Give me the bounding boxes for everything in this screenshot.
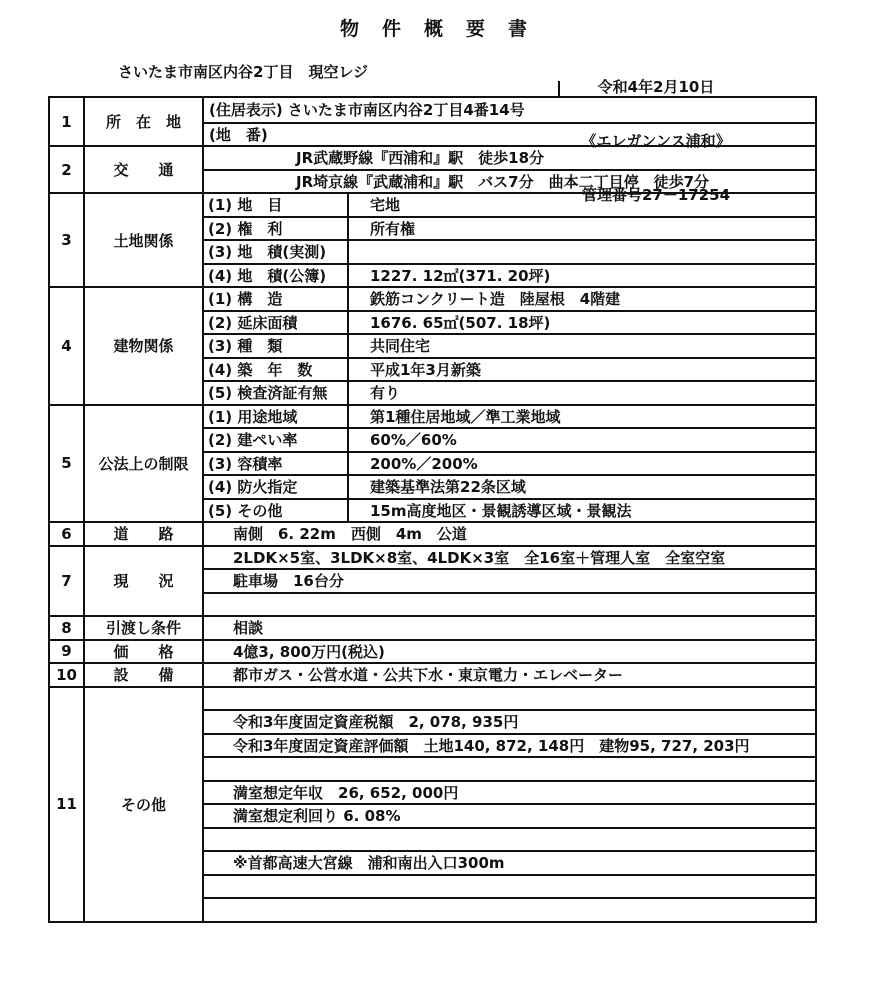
row-label: 道 路 <box>85 523 204 545</box>
item-name: (3) 地 積(実測) <box>204 241 349 263</box>
row-label: 土地関係 <box>85 194 204 286</box>
item-name: (2) 延床面積 <box>204 312 349 334</box>
row-current-status <box>50 545 815 616</box>
row-number: 5 <box>50 406 85 522</box>
row-label: 交 通 <box>85 147 204 192</box>
row-label: 価 格 <box>85 641 204 663</box>
line-empty <box>204 688 815 710</box>
item-name: (5) 検査済証有無 <box>204 382 349 404</box>
line-transport-2: JR埼京線『武蔵浦和』駅 バス7分 曲本二丁目停 徒歩7分 <box>204 169 815 193</box>
row-number: 7 <box>50 547 85 616</box>
item-other-restrictions <box>204 498 815 522</box>
item-value: 200%／200% <box>370 454 478 473</box>
item-name: (2) 権 利 <box>204 218 349 240</box>
item-name: (1) 構 造 <box>204 288 349 310</box>
row-content <box>204 547 815 616</box>
item-value: 宅地 <box>370 196 401 215</box>
item-value: 有り <box>370 384 401 403</box>
item-building-age <box>204 357 815 381</box>
row-handover-conditions <box>50 615 815 639</box>
row-legal-restrictions <box>50 404 815 522</box>
line-units: 2LDK×5室、3LDK×8室、4LDK×3室 全16室＋管理人室 全室空室 <box>233 548 726 567</box>
line-parking: 駐車場 16台分 <box>204 568 815 592</box>
item-name: (1) 地 目 <box>204 194 349 216</box>
row-number: 8 <box>50 617 85 639</box>
item-floor-area <box>204 310 815 334</box>
row-content <box>204 288 815 404</box>
line-assessed-value: 令和3年度固定資産評価額 土地140, 872, 148円 建物95, 727, 203円 <box>204 733 815 757</box>
row-content <box>204 147 815 192</box>
control-number: 管理番号27－17254 <box>581 186 731 204</box>
row-label: 公法上の制限 <box>85 406 204 522</box>
row-number: 6 <box>50 523 85 545</box>
item-value: 平成1年3月新築 <box>370 360 481 379</box>
row-road <box>50 521 815 545</box>
building-name: 《エレガンンス浦和》 <box>581 132 731 150</box>
row-land <box>50 192 815 286</box>
line-expected-income: 満室想定年収 26, 652, 000円 <box>204 780 815 804</box>
item-name: (4) 防火指定 <box>204 476 349 498</box>
row-content <box>204 664 815 686</box>
line-empty <box>204 874 815 898</box>
item-value: 1227. 12㎡(371. 20坪) <box>370 266 551 285</box>
header-divider-tick <box>558 81 560 96</box>
row-content <box>204 617 815 639</box>
item-value: 鉄筋コンクリート造 陸屋根 4階建 <box>370 290 621 309</box>
item-name: (5) その他 <box>204 500 349 522</box>
row-content <box>204 688 815 921</box>
row-number: 10 <box>50 664 85 686</box>
row-other <box>50 686 815 921</box>
line-road: 南側 6. 22m 西側 4m 公道 <box>233 525 467 544</box>
item-coverage-ratio <box>204 427 815 451</box>
row-utilities <box>50 662 815 686</box>
item-land-area-registered <box>204 263 815 287</box>
row-label: その他 <box>85 688 204 921</box>
item-value: 15m高度地区・景観誘導区域・景観法 <box>370 501 632 520</box>
row-label: 現 況 <box>85 547 204 616</box>
line-empty <box>204 592 815 616</box>
row-price <box>50 639 815 663</box>
document-title: 物 件 概 要 書 <box>339 18 529 40</box>
row-number: 9 <box>50 641 85 663</box>
row-content <box>204 523 815 545</box>
line-expected-yield: 満室想定利回り 6. 08% <box>204 803 815 827</box>
item-land-rights <box>204 216 815 240</box>
row-label: 引渡し条件 <box>85 617 204 639</box>
item-land-area-measured <box>204 239 815 263</box>
line-transport-1: JR武蔵野線『西浦和』駅 徒歩18分 <box>296 149 545 168</box>
line-property-tax: 令和3年度固定資産税額 2, 078, 935円 <box>204 709 815 733</box>
line-address-display: (住居表示) さいたま市南区内谷2丁目4番14号 <box>209 101 525 120</box>
item-name: (4) 地 積(公簿) <box>204 265 349 287</box>
row-location <box>50 98 815 145</box>
item-inspection-cert <box>204 380 815 404</box>
item-building-type <box>204 333 815 357</box>
item-zoning <box>204 406 815 428</box>
property-subtitle: さいたま市南区内谷2丁目 現空レジ <box>118 63 369 81</box>
item-value: 1676. 65㎡(507. 18坪) <box>370 313 551 332</box>
item-fire-prevention <box>204 474 815 498</box>
line-empty <box>204 827 815 851</box>
line-empty <box>204 756 815 780</box>
item-name: (1) 用途地域 <box>204 406 349 428</box>
row-content <box>204 641 815 663</box>
row-number: 11 <box>50 688 85 921</box>
item-name: (4) 築 年 数 <box>204 359 349 381</box>
item-name: (2) 建ぺい率 <box>204 429 349 451</box>
row-number: 3 <box>50 194 85 286</box>
row-transport <box>50 145 815 192</box>
row-label: 建物関係 <box>85 288 204 404</box>
row-label: 所 在 地 <box>85 98 204 145</box>
item-value: 所有権 <box>370 219 416 238</box>
row-number: 2 <box>50 147 85 192</box>
property-table <box>48 96 817 923</box>
item-value: 共同住宅 <box>370 337 431 356</box>
item-value: 60%／60% <box>370 431 457 450</box>
line-handover: 相談 <box>233 619 264 638</box>
item-value: 建築基準法第22条区域 <box>370 478 526 497</box>
document-date: 令和4年2月10日 <box>597 78 715 96</box>
row-content <box>204 406 815 522</box>
row-content <box>204 98 815 145</box>
row-building <box>50 286 815 404</box>
item-floor-area-ratio <box>204 451 815 475</box>
row-number: 1 <box>50 98 85 145</box>
line-lot-number: (地 番) <box>204 122 815 146</box>
row-content <box>204 194 815 286</box>
item-name: (3) 容積率 <box>204 453 349 475</box>
line-price: 4億3, 800万円(税込) <box>233 642 385 661</box>
line-empty <box>204 897 815 921</box>
row-label: 設 備 <box>85 664 204 686</box>
item-value: 第1種住居地域／準工業地域 <box>370 407 561 426</box>
line-highway-access: ※首都高速大宮線 浦和南出入口300m <box>204 850 815 874</box>
line-utilities: 都市ガス・公営水道・公共下水・東京電力・エレベーター <box>233 666 624 685</box>
item-structure <box>204 288 815 310</box>
item-land-category <box>204 194 815 216</box>
row-number: 4 <box>50 288 85 404</box>
item-name: (3) 種 類 <box>204 335 349 357</box>
